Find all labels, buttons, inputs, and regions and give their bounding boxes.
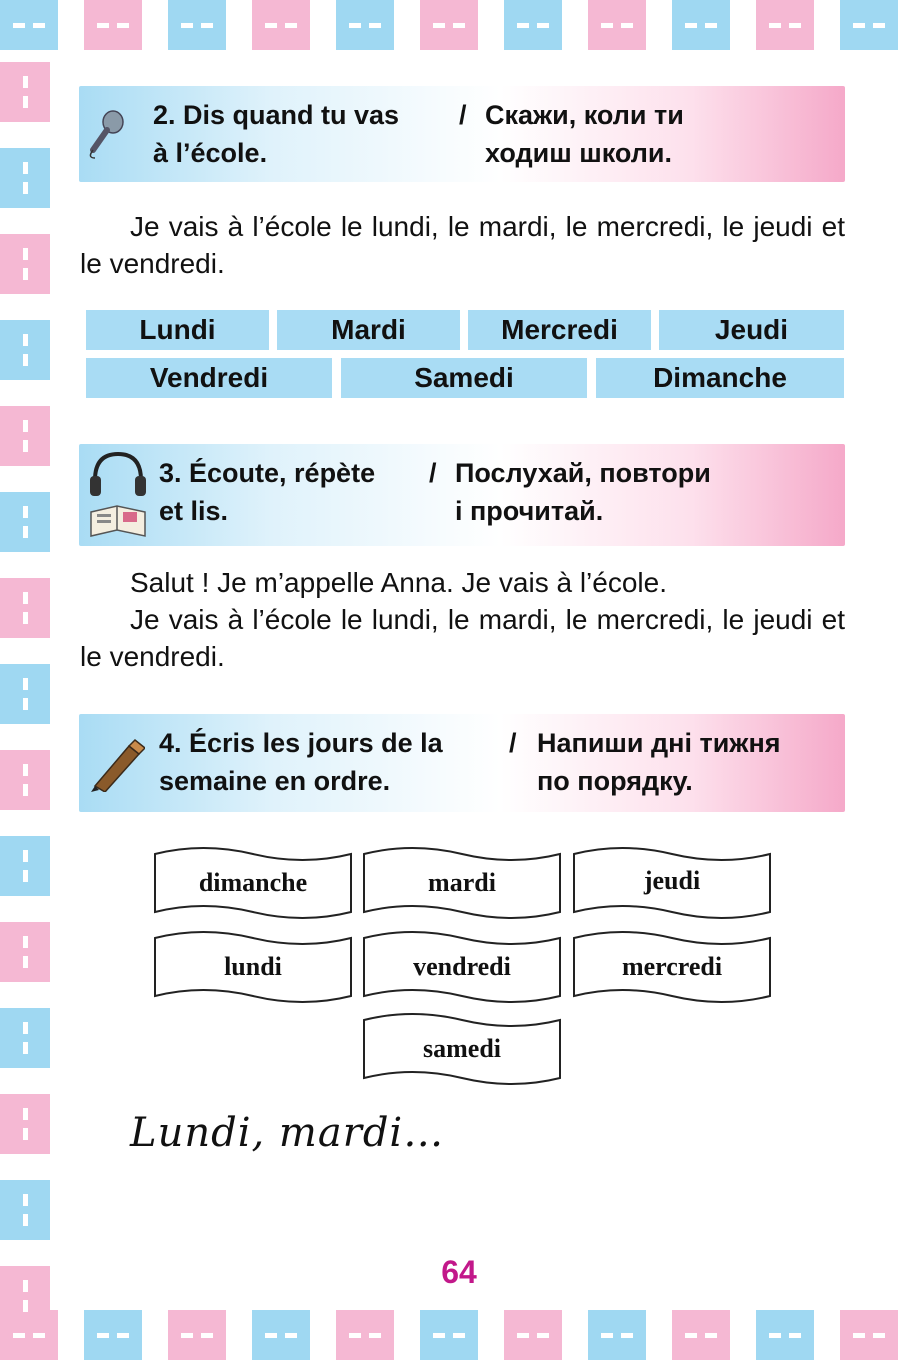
- left-border: [0, 52, 52, 1308]
- border-dash: [23, 870, 28, 882]
- border-dash: [621, 1333, 633, 1338]
- border-dash: [181, 1333, 193, 1338]
- border-tile: [0, 1094, 50, 1154]
- handwriting-example: Lundi, mardi…: [130, 1110, 445, 1156]
- border-dash: [789, 23, 801, 28]
- border-dash: [23, 182, 28, 194]
- border-tile: [588, 1310, 646, 1360]
- border-dash: [23, 440, 28, 452]
- border-tile: [336, 1310, 394, 1360]
- exercise-2-slash: /: [459, 100, 467, 130]
- border-tile: [336, 0, 394, 50]
- day-cell: Vendredi: [86, 358, 332, 398]
- day-cell: Dimanche: [596, 358, 844, 398]
- border-dash: [873, 1333, 885, 1338]
- border-dash: [685, 1333, 697, 1338]
- border-tile: [0, 836, 50, 896]
- word-card-label: mardi: [428, 868, 496, 897]
- border-dash: [23, 612, 28, 624]
- border-dash: [23, 1194, 28, 1206]
- border-dash: [23, 1022, 28, 1034]
- border-dash: [265, 23, 277, 28]
- border-dash: [23, 592, 28, 604]
- border-dash: [33, 1333, 45, 1338]
- border-dash: [23, 1042, 28, 1054]
- border-tile: [0, 664, 50, 724]
- word-card: [153, 930, 353, 1004]
- word-card: [572, 930, 772, 1004]
- exercise-3-title-ua: Послухай, повтори і прочитай.: [455, 458, 711, 526]
- word-card-label: dimanche: [198, 868, 308, 897]
- exercise-2-title-ua: Скажи, коли ти ходиш школи.: [485, 100, 684, 168]
- border-dash: [853, 23, 865, 28]
- border-tile: [420, 0, 478, 50]
- border-tile: [0, 1008, 50, 1068]
- border-tile: [0, 406, 50, 466]
- exercise-3-title-fr: 3. Écoute, répète et lis.: [159, 458, 376, 526]
- border-dash: [23, 698, 28, 710]
- border-dash: [23, 162, 28, 174]
- border-tile: [84, 1310, 142, 1360]
- day-cell: Lundi: [86, 310, 269, 350]
- border-dash: [201, 23, 213, 28]
- border-dash: [23, 248, 28, 260]
- word-card-label: jeudi: [643, 866, 701, 895]
- exercise-3-slash: /: [429, 458, 437, 488]
- border-dash: [601, 23, 613, 28]
- border-tile: [168, 1310, 226, 1360]
- microphone-icon: [85, 110, 125, 160]
- word-card: [572, 846, 772, 920]
- bottom-border: [0, 1308, 918, 1360]
- border-dash: [789, 1333, 801, 1338]
- border-tile: [0, 578, 50, 638]
- border-tile: [0, 1180, 50, 1240]
- border-dash: [265, 1333, 277, 1338]
- border-dash: [853, 1333, 865, 1338]
- border-tile: [0, 750, 50, 810]
- day-cell: Mercredi: [468, 310, 651, 350]
- exercise-3-header: [79, 444, 845, 546]
- border-tile: [0, 62, 50, 122]
- border-dash: [23, 1128, 28, 1140]
- border-dash: [13, 1333, 25, 1338]
- border-dash: [873, 23, 885, 28]
- border-dash: [453, 23, 465, 28]
- border-tile: [840, 0, 898, 50]
- border-dash: [537, 23, 549, 28]
- border-tile: [504, 1310, 562, 1360]
- border-dash: [537, 1333, 549, 1338]
- border-dash: [23, 936, 28, 948]
- exercise-4-header: [79, 714, 845, 812]
- border-dash: [517, 1333, 529, 1338]
- border-tile: [756, 0, 814, 50]
- border-dash: [117, 1333, 129, 1338]
- day-cell: Mardi: [277, 310, 460, 350]
- border-dash: [23, 784, 28, 796]
- border-tile: [588, 0, 646, 50]
- day-cell: Jeudi: [659, 310, 844, 350]
- border-dash: [349, 1333, 361, 1338]
- border-dash: [23, 354, 28, 366]
- border-dash: [13, 23, 25, 28]
- border-dash: [453, 1333, 465, 1338]
- exercise-4-title-fr: 4. Écris les jours de la semaine en ordre.: [159, 728, 443, 796]
- day-cell: Samedi: [341, 358, 587, 398]
- border-dash: [23, 96, 28, 108]
- border-tile: [252, 0, 310, 50]
- border-tile: [0, 234, 50, 294]
- page-number: 64: [441, 1254, 477, 1290]
- word-card: [362, 930, 562, 1004]
- exercise-4-slash: /: [509, 728, 517, 758]
- exercise-2-header: [79, 86, 845, 182]
- border-tile: [0, 492, 50, 552]
- border-dash: [349, 23, 361, 28]
- border-tile: [0, 320, 50, 380]
- border-dash: [769, 1333, 781, 1338]
- border-dash: [705, 23, 717, 28]
- border-tile: [0, 148, 50, 208]
- border-dash: [181, 23, 193, 28]
- border-dash: [23, 1300, 28, 1312]
- border-dash: [23, 268, 28, 280]
- border-dash: [97, 23, 109, 28]
- border-dash: [685, 23, 697, 28]
- border-tile: [84, 0, 142, 50]
- border-tile: [672, 1310, 730, 1360]
- top-border: [0, 0, 918, 52]
- word-card: [362, 846, 562, 920]
- border-dash: [285, 1333, 297, 1338]
- word-card-label: lundi: [224, 952, 282, 981]
- border-dash: [23, 764, 28, 776]
- border-dash: [285, 23, 297, 28]
- border-dash: [23, 850, 28, 862]
- border-dash: [621, 23, 633, 28]
- border-dash: [23, 526, 28, 538]
- border-dash: [369, 23, 381, 28]
- border-dash: [23, 1108, 28, 1120]
- border-dash: [23, 334, 28, 346]
- headphones-book-icon: [87, 450, 149, 540]
- border-tile: [840, 1310, 898, 1360]
- border-tile: [756, 1310, 814, 1360]
- border-dash: [433, 1333, 445, 1338]
- word-card-label: vendredi: [413, 952, 511, 981]
- border-dash: [201, 1333, 213, 1338]
- word-card: [362, 1012, 562, 1086]
- exercise-2-title-fr: 2. Dis quand tu vas à l’école.: [153, 100, 400, 168]
- paragraph-2-line-2: Je vais à l’école le lundi, le mardi, le mercredi, le jeudi et le vendredi.: [80, 604, 845, 672]
- border-dash: [601, 1333, 613, 1338]
- pen-icon: [89, 736, 145, 792]
- border-dash: [769, 23, 781, 28]
- border-tile: [672, 0, 730, 50]
- border-tile: [504, 0, 562, 50]
- paragraph-1: Je vais à l’école le lundi, le mardi, le mercredi, le jeudi et le vendredi.: [80, 211, 845, 279]
- border-tile: [0, 0, 58, 50]
- word-card-label: mercredi: [621, 952, 723, 981]
- border-tile: [168, 0, 226, 50]
- border-dash: [117, 23, 129, 28]
- border-dash: [433, 23, 445, 28]
- border-dash: [23, 76, 28, 88]
- border-dash: [23, 420, 28, 432]
- border-dash: [97, 1333, 109, 1338]
- exercise-4-title-ua: Напиши дні тижня по порядку.: [537, 728, 781, 796]
- word-card-label: samedi: [423, 1034, 501, 1063]
- border-tile: [0, 922, 50, 982]
- border-dash: [23, 1214, 28, 1226]
- border-dash: [23, 506, 28, 518]
- border-tile: [252, 1310, 310, 1360]
- border-dash: [517, 23, 529, 28]
- border-dash: [23, 956, 28, 968]
- border-dash: [33, 23, 45, 28]
- border-dash: [705, 1333, 717, 1338]
- paragraph-2-line-1: Salut ! Je m’appelle Anna. Je vais à l’école.: [130, 567, 667, 598]
- border-tile: [420, 1310, 478, 1360]
- border-dash: [23, 678, 28, 690]
- border-dash: [369, 1333, 381, 1338]
- word-card: [153, 846, 353, 920]
